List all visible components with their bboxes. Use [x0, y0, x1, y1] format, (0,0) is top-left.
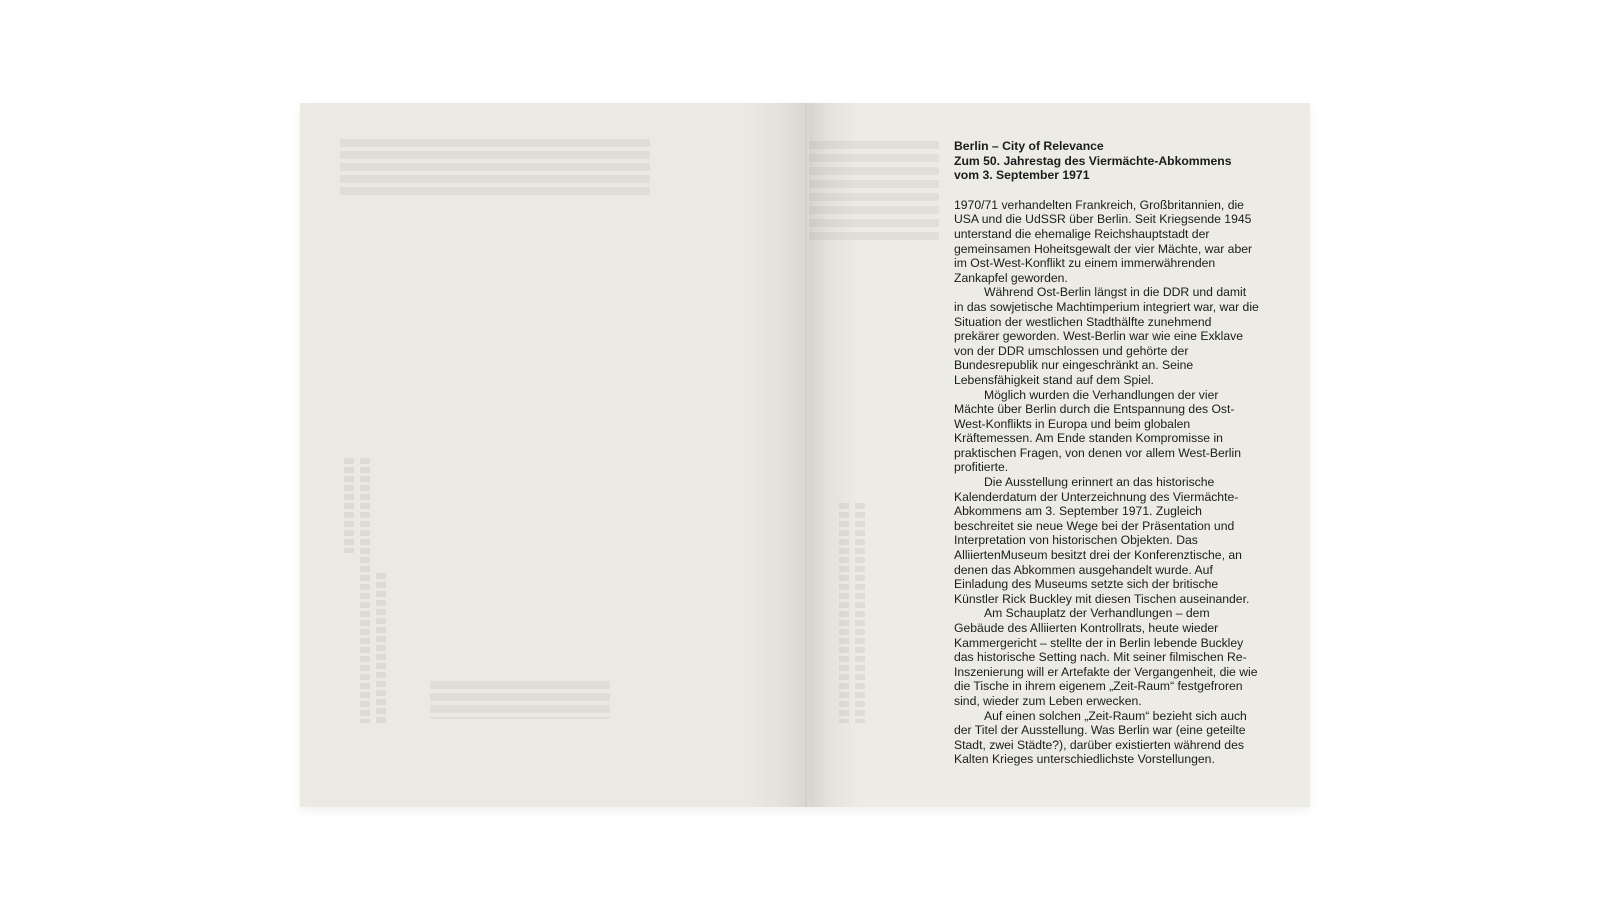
show-through-text-block [430, 681, 610, 719]
booklet-spread [300, 103, 1310, 807]
show-through-vertical-text [839, 503, 849, 723]
left-page [300, 103, 805, 807]
paragraph-5: Am Schauplatz der Verhandlungen – dem Gebäude des Alliierten Kontrollrats, heute wieder Kammergericht – stellte der in Berlin lebende Buckley das historische Setting nach. Mit seiner filmischen Re-Inszenierung will er Artefakte der Vergangenheit, die wie die Tische in ihrem eigenem „Zeit-Raum“ festgefroren sind, wieder zum Leben erwecken. [954, 606, 1258, 708]
paragraph-4: Die Ausstellung erinnert an das historische Kalenderdatum der Unterzeichnung des Viermächte-Abkommens am 3. September 1971. Zugleich beschreitet sie neue Wege bei der Präsentation und Interpretation von historischen Objekten. Das AlliiertenMuseum besitzt drei der Konferenztische, an denen das Abkommen ausgehandelt wurde. Auf Einladung des Museums setzte sich der britische Künstler Rick Buckley mit diesen Tischen auseinander. [954, 475, 1250, 606]
article-text [954, 139, 1259, 767]
show-through-vertical-text [376, 573, 386, 723]
heading-line-2: Zum 50. Jahrestag des Viermächte-Abkommens [954, 153, 1232, 168]
paragraph-6: Auf einen solchen „Zeit-Raum“ bezieht sich auch der Titel der Ausstellung. Was Berlin war (eine geteilte Stadt, zwei Städte?), darüber existierten während des Kalten Krieges unterschiedlichste Vorstellungen. [954, 708, 1247, 767]
paragraph-2: Während Ost-Berlin längst in die DDR und damit in das sowjetische Machtimperium integriert war, war die Situation der westlichen Stadthälfte zunehmend prekärer geworden. West-Berlin war wie eine Exklave von der DDR umschlossen und gehörte der Bundesrepublik nur eingeschränkt an. Seine Lebensfähigkeit stand auf dem Spiel. [954, 285, 1259, 387]
paragraph-1: 1970/71 verhandelten Frankreich, Großbritannien, die USA und die UdSSR über Berlin. Seit Kriegsende 1945 unterstand die ehemalige Reichshauptstadt der gemeinsamen Hoheitsgewalt der vier Mächte, war aber im Ost-West-Konflikt zu einem immerwährenden Zankapfel geworden. [954, 197, 1253, 285]
heading-line-1: Berlin – City of Relevance [954, 139, 1104, 153]
show-through-vertical-text [344, 458, 354, 553]
show-through-text-block [340, 139, 650, 199]
show-through-vertical-text [360, 458, 370, 723]
article-heading [954, 139, 1259, 183]
paragraph-3: Möglich wurden die Verhandlungen der vier Mächte über Berlin durch die Entspannung des Ost-West-Konflikts in Europa und beim globalen Kräftemessen. Am Ende standen Kompromisse in praktischen Fragen, von denen vor allem West-Berlin profitierte. [954, 387, 1241, 475]
show-through-text-block [809, 141, 939, 241]
heading-line-3: vom 3. September 1971 [954, 168, 1090, 183]
show-through-vertical-text [855, 503, 865, 723]
